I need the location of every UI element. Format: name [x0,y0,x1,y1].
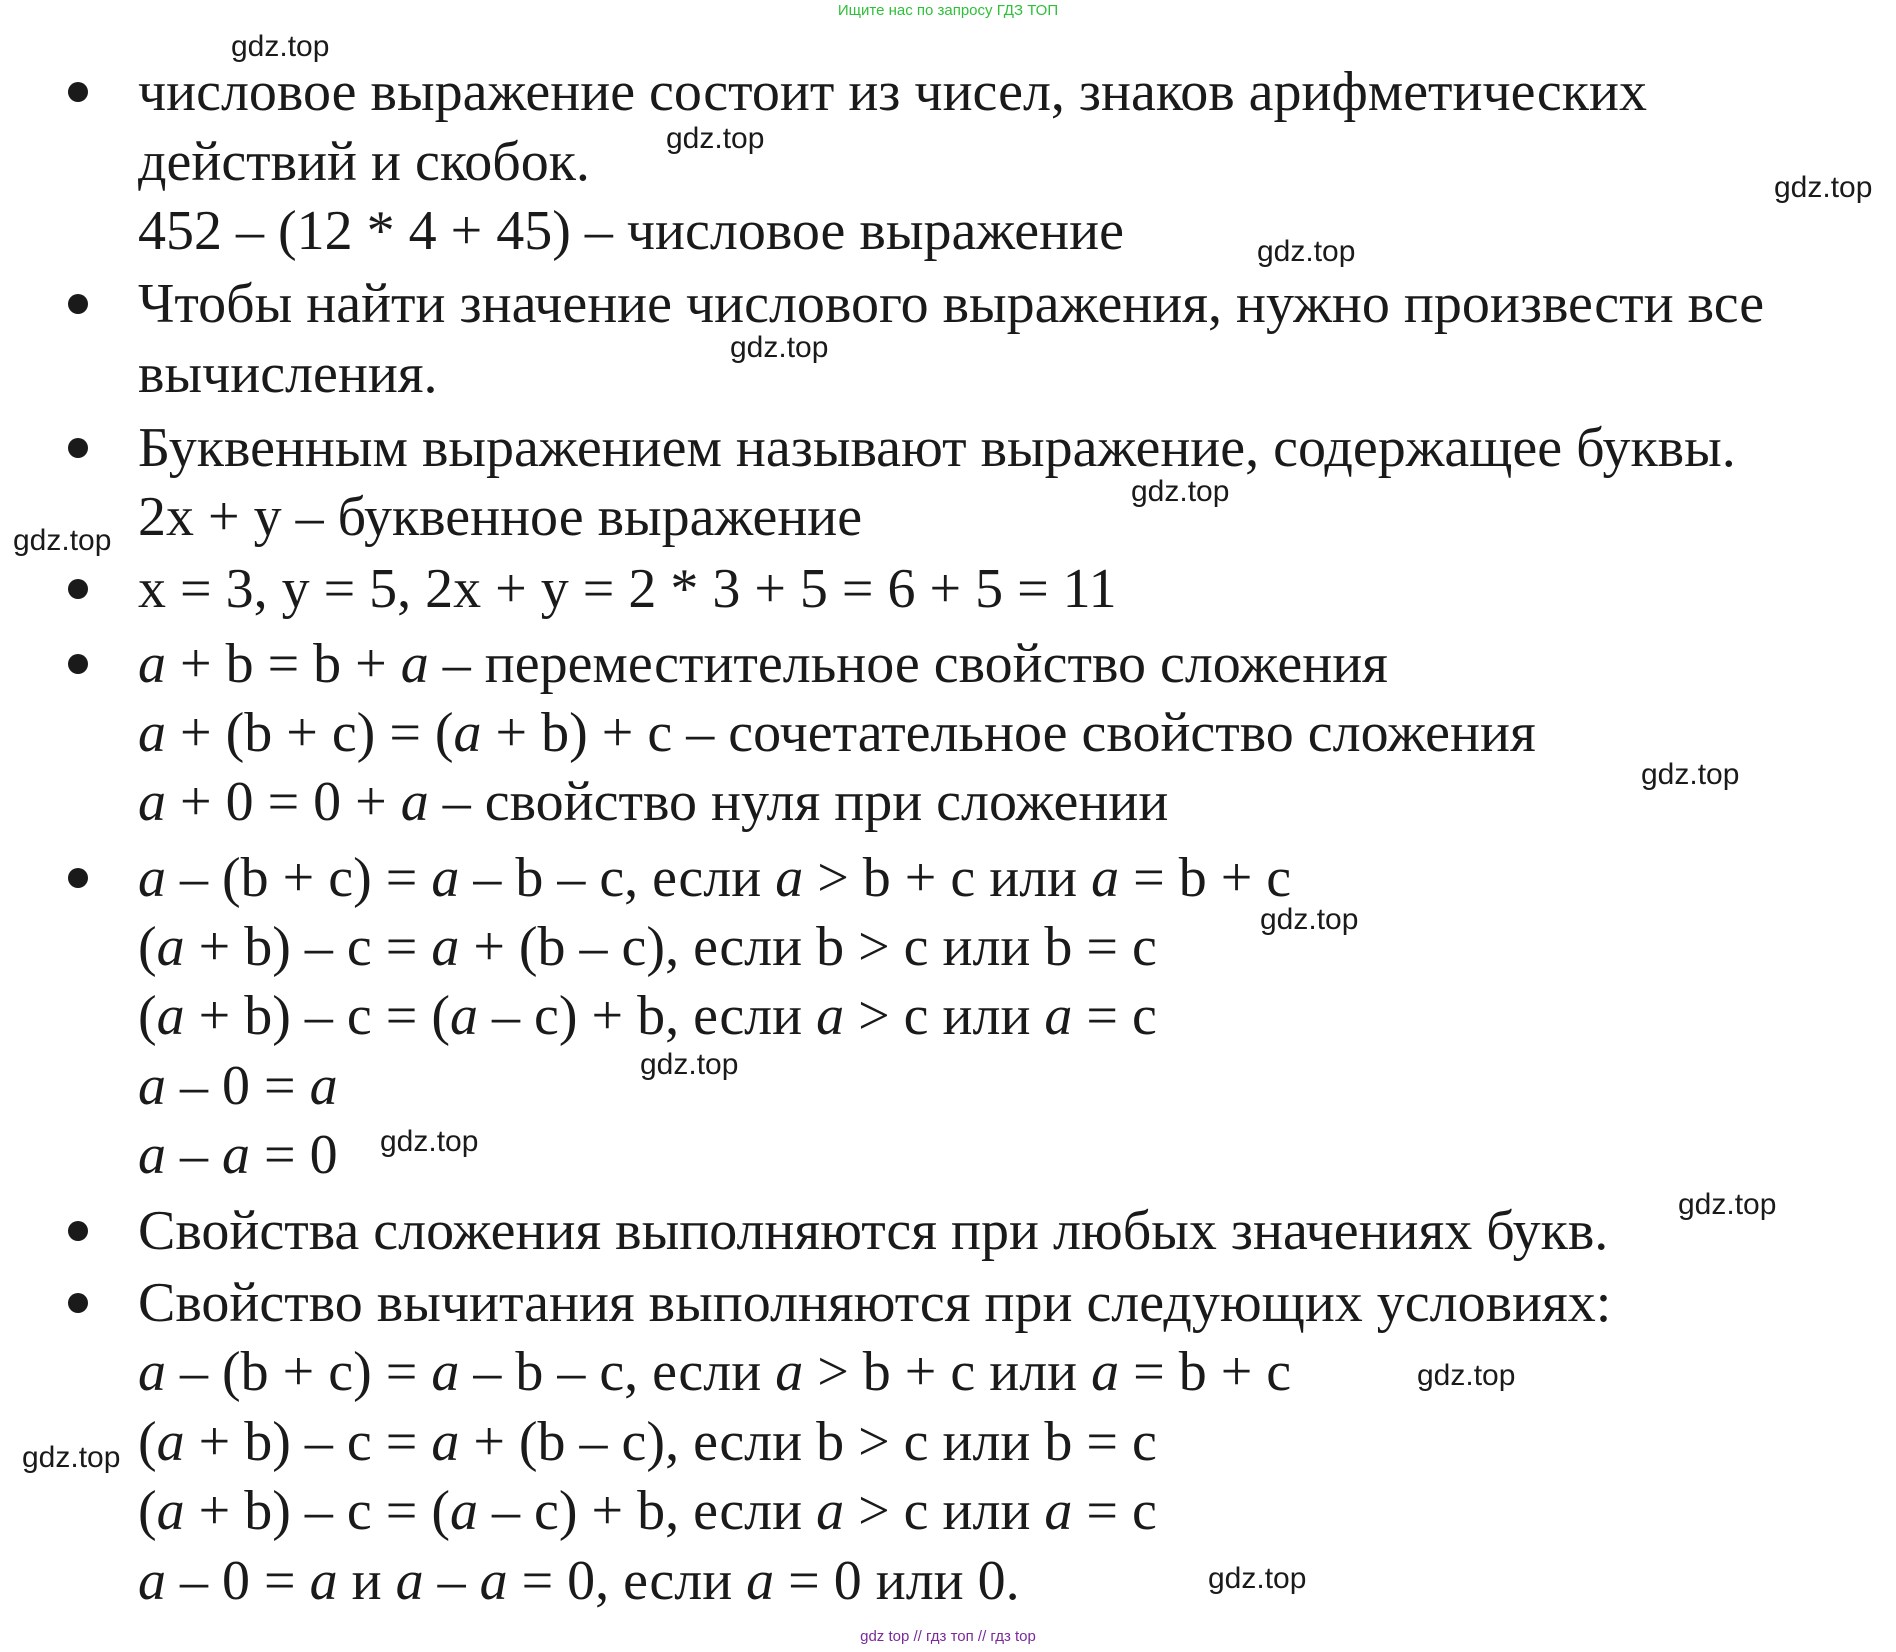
text-line: числовое выражение состоит из чисел, знаков арифметических [138,61,1647,123]
text-line: (a + b) – c = (a – c) + b, если a > c или a = c [138,985,1157,1047]
text-line: действий и скобок. [138,131,590,193]
watermark: gdz.top [1260,903,1359,936]
text-line: a + b = b + a – переместительное свойство сложения [138,633,1388,695]
watermark: gdz.top [1257,235,1356,268]
bullet [68,438,88,458]
watermark: gdz.top [22,1441,121,1474]
text-line: a – (b + c) = a – b – c, если a > b + c или a = b + c [138,1341,1292,1403]
text-line: (a + b) – c = (a – c) + b, если a > c или a = c [138,1480,1157,1542]
footer-watermark: gdz top // гдз топ // гдз top [860,1628,1036,1645]
bullet [68,294,88,314]
watermark: gdz.top [666,122,765,155]
bullet [68,868,88,888]
text-line: Свойства сложения выполняются при любых значениях букв. [138,1200,1609,1262]
text-line: Свойство вычитания выполняются при следующих условиях: [138,1272,1612,1334]
text-line: x = 3, y = 5, 2x + y = 2 * 3 + 5 = 6 + 5 = 11 [138,558,1117,620]
watermark: gdz.top [1208,1562,1307,1595]
watermark: gdz.top [380,1125,479,1158]
text-line: a + (b + c) = (a + b) + c – сочетательное свойство сложения [138,702,1536,764]
watermark: gdz.top [13,524,112,557]
text-line: Буквенным выражением называют выражение, содержащее буквы. [138,417,1736,479]
top-banner: Ищите нас по запросу ГДЗ ТОП [837,2,1059,19]
text-line: вычисления. [138,343,438,405]
text-line: (a + b) – c = a + (b – c), если b > c или b = c [138,916,1157,978]
watermark: gdz.top [1417,1359,1516,1392]
text-line: a – a = 0 [138,1124,338,1186]
bullet [68,1293,88,1313]
text-line: a – 0 = a и a – a = 0, если a = 0 или 0. [138,1550,1020,1612]
watermark: gdz.top [231,30,330,63]
text-line: a + 0 = 0 + a – свойство нуля при сложении [138,771,1169,833]
text-line: 452 – (12 * 4 + 45) – числовое выражение [138,200,1124,262]
watermark: gdz.top [1131,475,1230,508]
text-line: a – (b + c) = a – b – c, если a > b + c или a = b + c [138,847,1292,909]
bullet [68,654,88,674]
watermark: gdz.top [1774,171,1873,204]
watermark: gdz.top [730,331,829,364]
watermark: gdz.top [1678,1188,1777,1221]
text-line: (a + b) – c = a + (b – c), если b > c или b = c [138,1411,1157,1473]
watermark: gdz.top [640,1048,739,1081]
bullet [68,82,88,102]
bullet [68,579,88,599]
text-line: Чтобы найти значение числового выражения, нужно произвести все [138,273,1765,335]
text-line: 2x + y – буквенное выражение [138,486,863,548]
text-line: a – 0 = a [138,1055,338,1117]
bullet [68,1221,88,1241]
watermark: gdz.top [1641,758,1740,791]
